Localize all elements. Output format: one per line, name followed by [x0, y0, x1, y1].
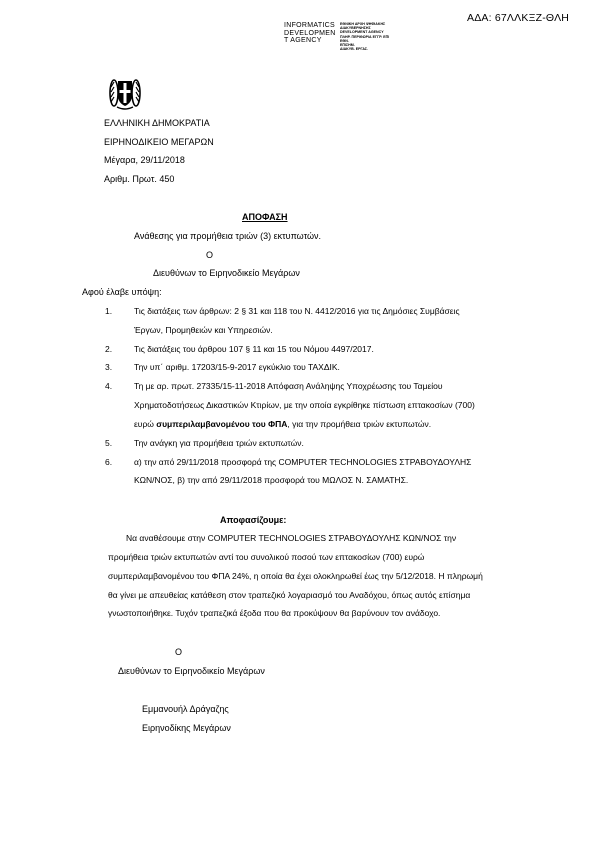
agency-line: INFORMATICS — [284, 22, 336, 29]
item-text-part: ευρώ — [134, 419, 157, 429]
item-text: Τις διατάξεις των άρθρων: 2 § 31 και 118 του Ν. 4412/2016 για τις Δημόσιες Συμβάσεις — [134, 306, 460, 316]
agency-line: T AGENCY — [284, 37, 322, 44]
agency-gr-line: ΔΙΑΚΥΒ. ΕΡΓΑΣ. — [340, 47, 369, 52]
body-line: συμπεριλαμβανομένου του ΦΠΑ 24%, η οποία θα έχει ολοκληρωθεί έως την 5/12/2018. Η πληρωμή — [108, 571, 483, 581]
decision-title: ΑΠΟΦΑΣΗ — [242, 212, 288, 222]
item-text: Έργων, Προμηθειών και Υπηρεσιών. — [134, 325, 273, 335]
greek-coat-of-arms-icon — [109, 73, 141, 111]
agency-gr-line: ΔΙΑΚΥΒΕΡΝΗΣΗΣ — [340, 26, 371, 31]
signatory-name: Εμμανουήλ Δράγαζης — [142, 704, 229, 714]
item-text — [134, 419, 431, 430]
agency-gr-line: ΕΠΙΣΗΜ. — [340, 43, 355, 48]
issuer-court: ΕΙΡΗΝΟΔΙΚΕΙΟ ΜΕΓΑΡΩΝ — [104, 137, 214, 147]
item-text-emphasis: συμπεριλαμβανομένου του ΦΠΑ — [156, 419, 288, 429]
decision-article: Ο — [206, 250, 214, 260]
item-text: Τη με αρ. πρωτ. 27335/15-11-2018 Απόφαση Ανάληψης Υποχρέωσης του Ταμείου — [134, 381, 443, 391]
item-text: Την ανάγκη για προμήθεια τριών εκτυπωτών. — [134, 438, 304, 448]
item-text: α) την από 29/11/2018 προσφορά της COMPUTER TECHNOLOGIES ΣΤΡΑΒΟΥΔΟΥΛΗΣ — [134, 457, 472, 467]
item-text: ΚΩΝ/ΝΟΣ, β) την από 29/11/2018 προσφορά του ΜΩΛΟΣ Ν. ΣΑΜΑΤΗΣ. — [134, 475, 409, 485]
item-text-part: , για την προμήθεια τριών εκτυπωτών. — [287, 419, 432, 429]
item-text: Την υπ΄ αριθμ. 17203/15-9-2017 εγκύκλιο του ΤΑΧΔΙΚ. — [134, 362, 340, 372]
agency-name-gr — [340, 22, 389, 51]
item-text: Χρηματοδοτήσεως Δικαστικών Κτιρίων, με την οποία εγκρίθηκε πίστωση επτακοσίων (700) — [134, 400, 475, 410]
agency-line: DEVELOPMEN — [284, 29, 336, 37]
signature-article: Ο — [175, 647, 183, 657]
signatory-title: Ειρηνοδίκης Μεγάρων — [142, 723, 231, 733]
considering-label: Αφού έλαβε υπόψη: — [82, 287, 162, 297]
item-number: 2. — [105, 344, 113, 354]
agency-gr-line: DEVELOPMENT AGENCY — [340, 30, 384, 35]
body-line: Να αναθέσουμε στην COMPUTER TECHNOLOGIES ΣΤΡΑΒΟΥΔΟΥΛΗΣ ΚΩΝ/ΝΟΣ την — [126, 533, 457, 543]
item-number: 1. — [105, 306, 113, 316]
body-line: θα γίνει με απευθείας κατάθεση στον τραπεζικό λογαριασμό του Αναδόχου, όπως αυτός επίσημα — [108, 590, 471, 600]
agency-gr-line: ΕΘΝ. — [340, 38, 349, 43]
agency-gr-line: ΠΛΗΡ. ΠΕΡΙΘΩΡΙΑ ΕΓΓΡ. ΕΠΙ — [340, 34, 390, 39]
decision-subject: Ανάθεσης για προμήθεια τριών (3) εκτυπωτών. — [134, 231, 322, 241]
item-number: 4. — [105, 381, 113, 391]
item-number: 6. — [105, 457, 113, 467]
agency-gr-line: ΕΘΝΙΚΗ ΑΡΧΗ ΨΗΦΙΑΚΗΣ — [340, 22, 386, 26]
agency-name-en — [284, 22, 336, 45]
item-number: 5. — [105, 438, 113, 448]
protocol-number: Αριθμ. Πρωτ. 450 — [104, 174, 175, 184]
signature-authority: Διευθύνων το Ειρηνοδικείο Μεγάρων — [118, 666, 265, 676]
issuer-country: ΕΛΛΗΝΙΚΗ ΔΗΜΟΚΡΑΤΙΑ — [104, 118, 210, 128]
decide-heading: Αποφασίζουμε: — [220, 515, 287, 525]
decision-authority: Διευθύνων το Ειρηνοδικείο Μεγάρων — [153, 268, 300, 278]
item-number: 3. — [105, 362, 113, 372]
body-line: προμήθεια τριών εκτυπωτών αντί του συνολικού ποσού των επτακοσίων (700) ευρώ — [108, 552, 425, 562]
body-line: γνωστοποιήθηκε. Τυχόν τραπεζικά έξοδα που θα προκύψουν θα βαρύνουν τον ανάδοχο. — [108, 608, 441, 618]
item-text: Τις διατάξεις του άρθρου 107 § 11 και 15 του Νόμου 4497/2017. — [134, 344, 374, 354]
document-date: Μέγαρα, 29/11/2018 — [104, 155, 185, 165]
ada-code: ΑΔΑ: 67ΛΛΚΞΖ-ΘΛΗ — [467, 12, 570, 24]
